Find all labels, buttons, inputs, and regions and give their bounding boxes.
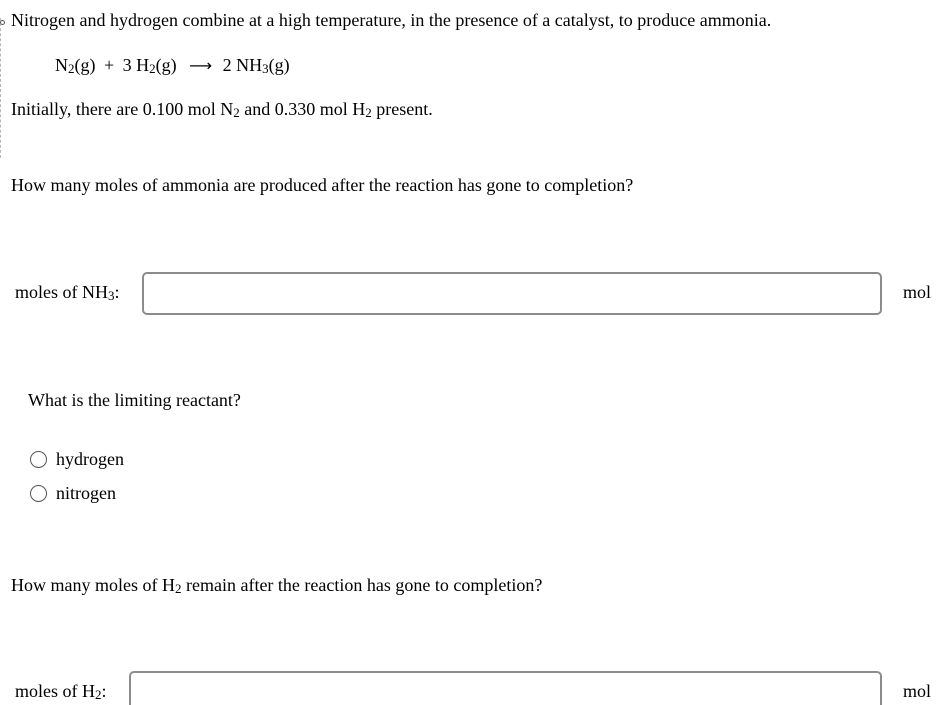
nh3-label-prefix: moles of NH bbox=[15, 282, 108, 302]
radio-label-hydrogen[interactable]: hydrogen bbox=[56, 449, 124, 469]
question-ammonia-produced: How many moles of ammonia are produced after the reaction has gone to completion? bbox=[11, 175, 634, 195]
initial-prefix: Initially, there are 0.100 mol N bbox=[11, 99, 234, 119]
h2-label-suffix: : bbox=[101, 681, 107, 701]
reactant-h2-state: (g) bbox=[155, 55, 177, 75]
reactant-n2-state: (g) bbox=[74, 55, 96, 75]
radio-circle-icon[interactable] bbox=[30, 485, 47, 502]
h2-moles-input[interactable] bbox=[129, 671, 882, 705]
reaction-arrow-icon: ⟶ bbox=[189, 56, 213, 75]
initial-h2-subscript: 2 bbox=[365, 105, 372, 120]
edge-divider bbox=[0, 18, 4, 158]
h2-label-subscript: 2 bbox=[95, 687, 102, 702]
nh3-unit-label: mol bbox=[903, 282, 932, 302]
chemical-equation bbox=[55, 54, 290, 77]
reactant-h2-symbol: H bbox=[136, 55, 150, 75]
nh3-label-suffix: : bbox=[114, 282, 120, 302]
h2-unit-label: mol bbox=[903, 681, 932, 701]
reactant-h2-subscript: 2 bbox=[149, 61, 156, 76]
radio-circle-icon[interactable] bbox=[30, 451, 47, 468]
plus-sign: + bbox=[104, 55, 115, 75]
product-nh3-state: (g) bbox=[268, 55, 290, 75]
radio-label-nitrogen[interactable]: nitrogen bbox=[56, 483, 116, 503]
radio-option-nitrogen[interactable] bbox=[30, 481, 116, 505]
question-limiting-reactant: What is the limiting reactant? bbox=[28, 390, 241, 410]
initial-n2-subscript: 2 bbox=[233, 105, 240, 120]
q3-text-prefix: How many moles of H bbox=[11, 575, 175, 595]
product-nh3-subscript: 3 bbox=[262, 61, 269, 76]
reactant-h2-coefficient: 3 bbox=[122, 55, 132, 75]
radio-option-hydrogen[interactable] bbox=[30, 447, 124, 471]
reactant-n2-subscript: 2 bbox=[68, 61, 75, 76]
nh3-moles-input[interactable] bbox=[142, 272, 882, 315]
q3-text-suffix: remain after the reaction has gone to completion? bbox=[181, 575, 543, 595]
h2-label-prefix: moles of H bbox=[15, 681, 95, 701]
product-coefficient: 2 bbox=[222, 55, 232, 75]
q3-text-subscript: 2 bbox=[174, 581, 182, 596]
nh3-moles-label bbox=[15, 281, 120, 303]
question-h2-remaining bbox=[11, 574, 542, 596]
initial-amounts-text bbox=[11, 98, 433, 120]
intro-text: Nitrogen and hydrogen combine at a high temperature, in the presence of a catalyst, to produce ammonia. bbox=[11, 10, 772, 30]
initial-suffix: present. bbox=[371, 99, 433, 119]
nh3-label-subscript: 3 bbox=[108, 288, 115, 303]
h2-moles-label bbox=[15, 680, 107, 702]
initial-middle: and 0.330 mol H bbox=[239, 99, 366, 119]
reactant-n2-symbol: N bbox=[55, 55, 68, 75]
product-nh3-symbol: NH bbox=[236, 55, 263, 75]
